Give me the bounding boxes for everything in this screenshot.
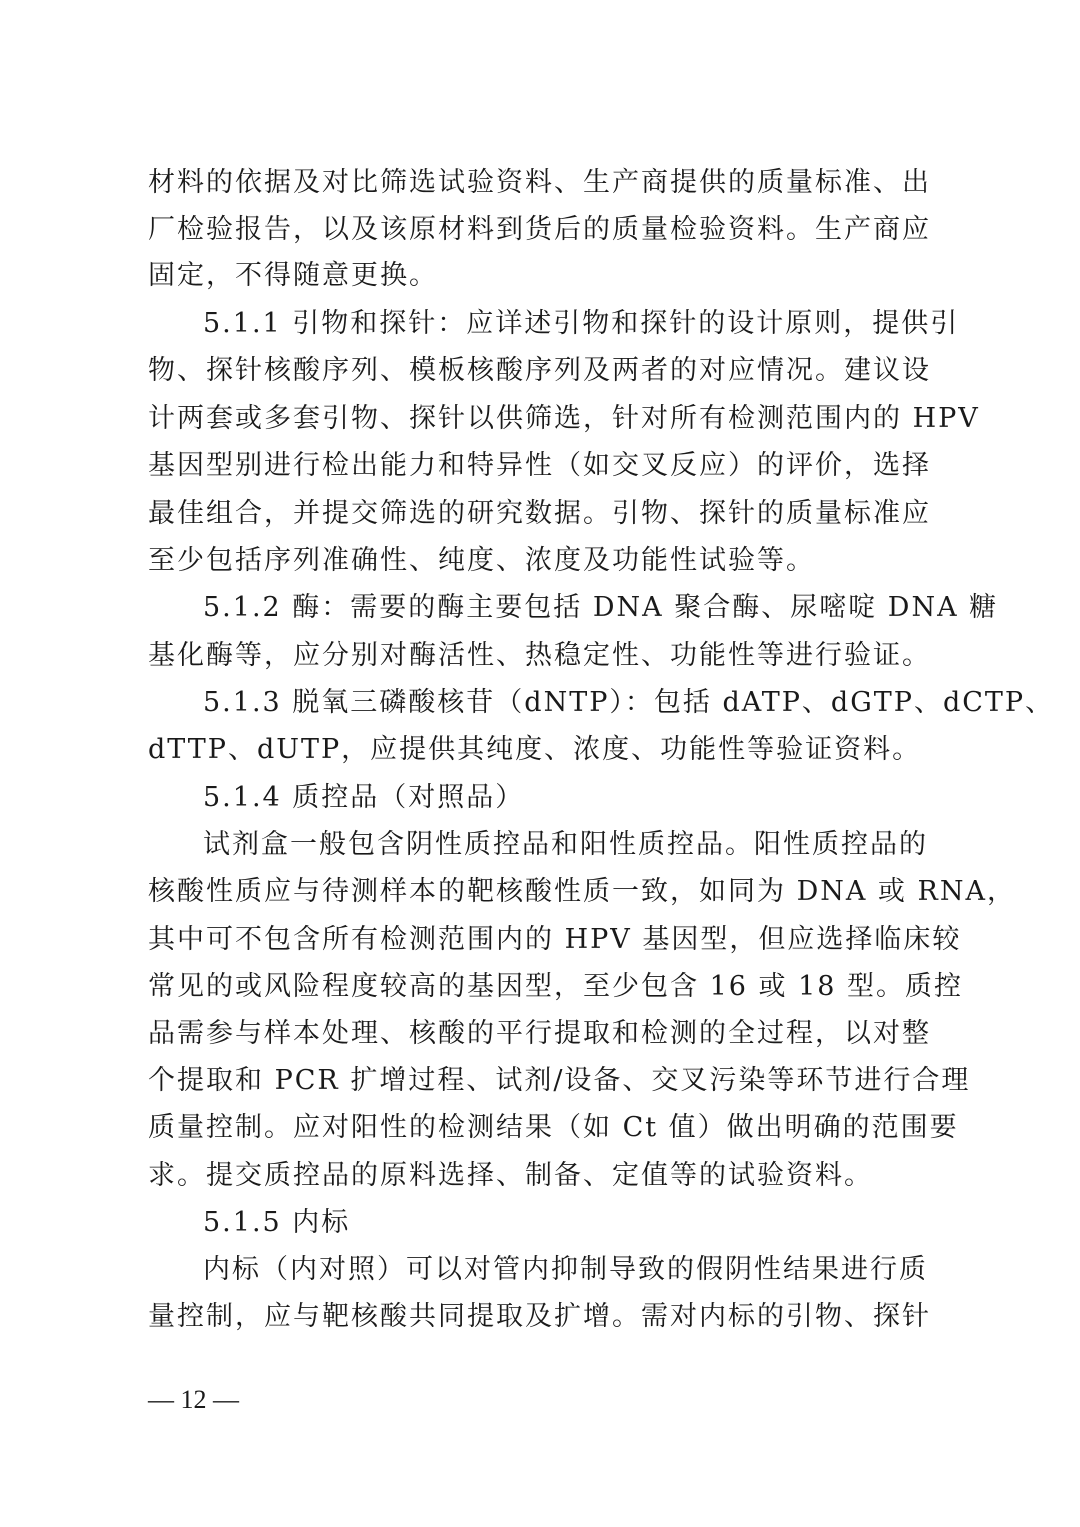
section-heading-5-1-5: 5.1.5 内标: [203, 1207, 351, 1238]
text-line: 常见的或风险程度较高的基因型，至少包含 16 或 18 型。质控: [148, 971, 964, 1002]
text-line: 品需参与样本处理、核酸的平行提取和检测的全过程，以对整: [148, 1018, 931, 1049]
text-line: 基因型别进行检出能力和特异性（如交叉反应）的评价，选择: [148, 450, 931, 481]
text-line: 内标（内对照）可以对管内抑制导致的假阴性结果进行质: [203, 1254, 928, 1285]
text-line: 质量控制。应对阳性的检测结果（如 Ct 值）做出明确的范围要: [148, 1112, 959, 1143]
text-line: 固定，不得随意更换。: [148, 260, 438, 291]
text-line: 量控制，应与靶核酸共同提取及扩增。需对内标的引物、探针: [148, 1301, 931, 1332]
text-line: 至少包括序列准确性、纯度、浓度及功能性试验等。: [148, 545, 815, 576]
page-number: — 12 —: [148, 1385, 239, 1414]
text-line: 基化酶等，应分别对酶活性、热稳定性、功能性等进行验证。: [148, 640, 931, 671]
text-line: 其中可不包含所有检测范围内的 HPV 基因型，但应选择临床较: [148, 924, 962, 955]
text-line: dTTP、dUTP，应提供其纯度、浓度、功能性等验证资料。: [148, 734, 922, 765]
text-line: 最佳组合，并提交筛选的研究数据。引物、探针的质量标准应: [148, 498, 931, 529]
text-line: 核酸性质应与待测样本的靶核酸性质一致，如同为 DNA 或 RNA，: [148, 876, 1016, 907]
text-line: 材料的依据及对比筛选试验资料、生产商提供的质量标准、出: [148, 167, 931, 198]
text-line: 个提取和 PCR 扩增过程、试剂/设备、交叉污染等环节进行合理: [148, 1065, 971, 1096]
section-heading-5-1-2: 5.1.2 酶：需要的酶主要包括 DNA 聚合酶、尿嘧啶 DNA 糖: [203, 592, 999, 623]
text-line: 试剂盒一般包含阴性质控品和阳性质控品。阳性质控品的: [203, 829, 928, 860]
text-line: 计两套或多套引物、探针以供筛选，针对所有检测范围内的 HPV: [148, 403, 980, 434]
section-heading-5-1-4: 5.1.4 质控品（对照品）: [203, 782, 525, 813]
text-line: 求。提交质控品的原料选择、制备、定值等的试验资料。: [148, 1160, 873, 1191]
section-heading-5-1-3: 5.1.3 脱氧三磷酸核苷（dNTP）：包括 dATP、dGTP、dCTP、: [203, 687, 1055, 718]
text-line: 物、探针核酸序列、模板核酸序列及两者的对应情况。建议设: [148, 355, 931, 386]
text-line: 厂检验报告，以及该原材料到货后的质量检验资料。生产商应: [148, 214, 931, 245]
section-heading-5-1-1: 5.1.1 引物和探针：应详述引物和探针的设计原则，提供引: [203, 308, 960, 339]
